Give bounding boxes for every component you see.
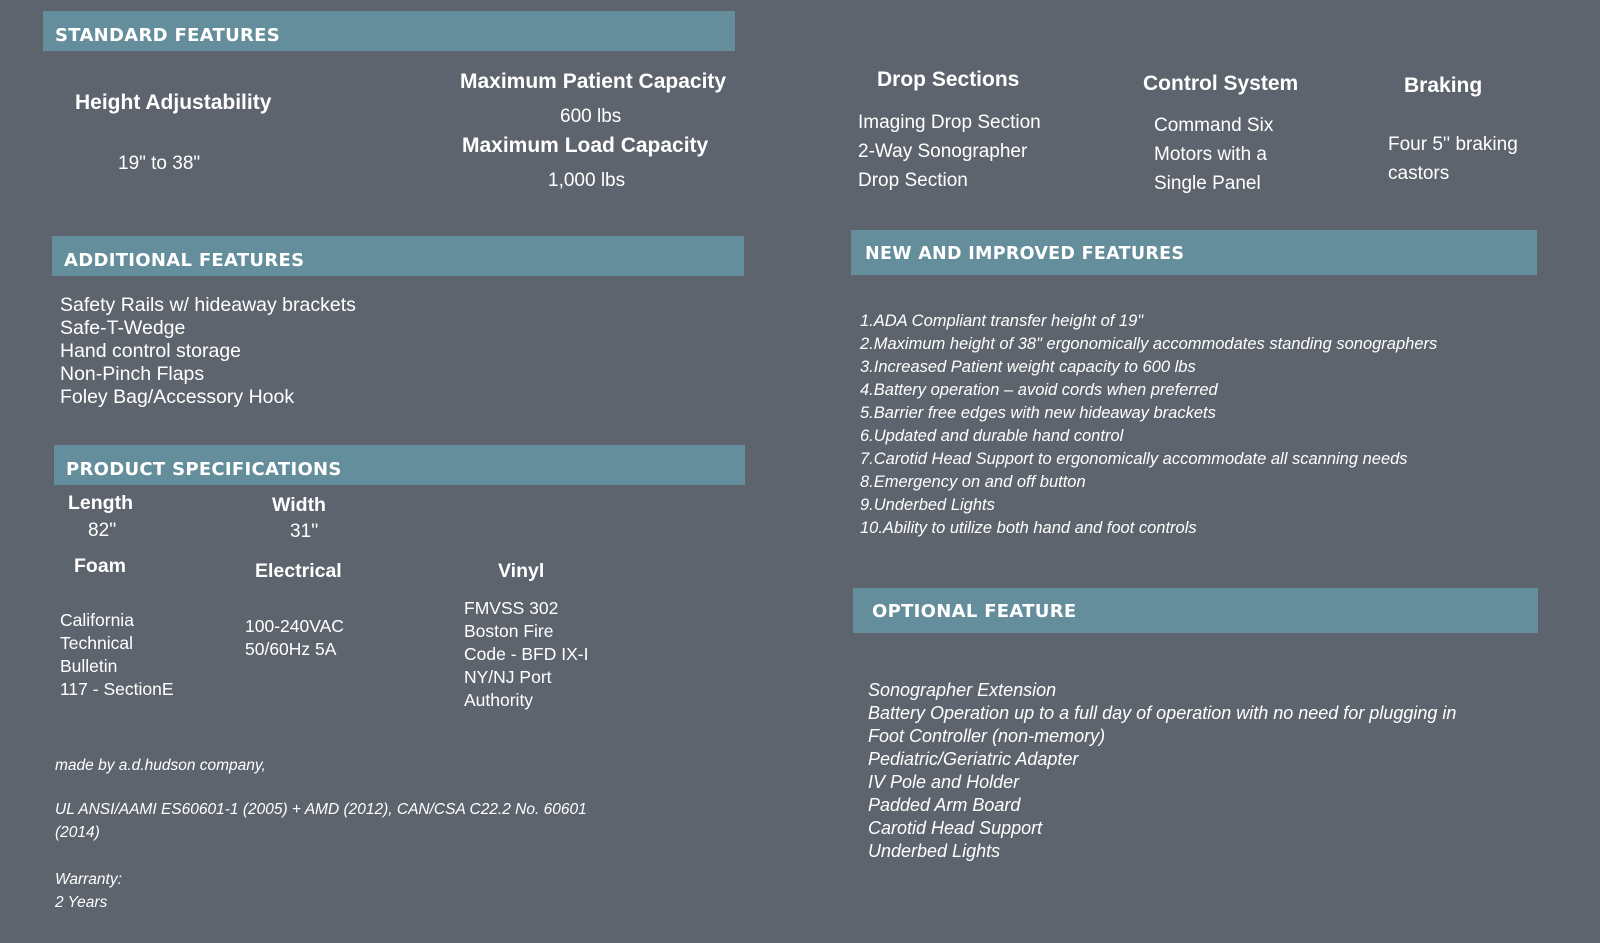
new-feature-item: 2.Maximum height of 38" ergonomically accommodates standing sonographers [860, 335, 1438, 353]
optional-feature-item: Underbed Lights [868, 841, 1001, 861]
height-adjustability-value: 19" to 38" [118, 153, 201, 174]
new-improved-features-title: NEW AND IMPROVED FEATURES [865, 244, 1185, 264]
max-patient-capacity-label: Maximum Patient Capacity [460, 70, 727, 93]
optional-feature-item: IV Pole and Holder [868, 772, 1020, 792]
optional-feature-banner [853, 588, 1538, 633]
additional-features-list [60, 294, 356, 409]
optional-feature-title: OPTIONAL FEATURE [872, 601, 1077, 622]
control-system-list [1154, 111, 1273, 198]
warranty-label: Warranty: [55, 871, 122, 888]
optional-feature-item: Foot Controller (non-memory) [868, 726, 1106, 746]
vinyl-label: Vinyl [498, 560, 545, 582]
braking-line: Four 5'' braking [1388, 134, 1518, 155]
height-adjustability-label: Height Adjustability [75, 91, 272, 114]
foam-line: 117 - SectionE [60, 679, 174, 699]
braking-label: Braking [1404, 74, 1483, 97]
control-system-label: Control System [1143, 72, 1299, 95]
optional-feature-item: Battery Operation up to a full day of operation with no need for plugging in [868, 703, 1457, 723]
length-label: Length [68, 492, 133, 514]
certification-line: (2014) [55, 824, 100, 841]
electrical-line: 50/60Hz 5A [245, 639, 337, 659]
new-feature-item: 5.Barrier free edges with new hideaway brackets [860, 404, 1216, 422]
new-feature-item: 9.Underbed Lights [860, 496, 995, 514]
foam-line: Technical [60, 633, 133, 653]
standard-features-title: STANDARD FEATURES [55, 25, 281, 46]
new-feature-item: 3.Increased Patient weight capacity to 600 lbs [860, 358, 1196, 376]
certification-line: UL ANSI/AAMI ES60601-1 (2005) + AMD (2012), CAN/CSA C22.2 No. 60601 [55, 801, 587, 818]
drop-sections-line: 2-Way Sonographer [858, 141, 1028, 162]
standard-features-banner [43, 11, 735, 51]
electrical-label: Electrical [255, 560, 342, 582]
new-feature-item: 7.Carotid Head Support to ergonomically accommodate all scanning needs [860, 450, 1408, 468]
vinyl-line: FMVSS 302 [464, 598, 559, 618]
width-label: Width [272, 494, 326, 516]
additional-feature-item: Safety Rails w/ hideaway brackets [60, 294, 356, 316]
max-load-capacity-value: 1,000 lbs [548, 170, 626, 191]
drop-sections-line: Imaging Drop Section [858, 112, 1041, 133]
optional-feature-item: Pediatric/Geriatric Adapter [868, 749, 1079, 769]
product-specifications-banner [54, 445, 745, 485]
foam-label: Foam [74, 555, 127, 577]
new-feature-item: 6.Updated and durable hand control [860, 427, 1124, 445]
foam-list [60, 609, 174, 701]
drop-sections-line: Drop Section [858, 170, 968, 191]
new-feature-item: 1.ADA Compliant transfer height of 19" [860, 312, 1144, 330]
additional-feature-item: Safe-T-Wedge [60, 317, 186, 339]
braking-line: castors [1388, 163, 1450, 184]
warranty-value: 2 Years [55, 894, 108, 911]
additional-feature-item: Hand control storage [60, 340, 242, 362]
optional-feature-item: Padded Arm Board [868, 795, 1021, 815]
maker-text: made by a.d.hudson company, [55, 757, 266, 774]
control-system-line: Single Panel [1154, 173, 1261, 194]
new-improved-features-list [860, 310, 1437, 540]
foam-line: California [60, 610, 134, 630]
new-feature-item: 4.Battery operation – avoid cords when preferred [860, 381, 1218, 399]
drop-sections-label: Drop Sections [877, 68, 1020, 91]
additional-features-title: ADDITIONAL FEATURES [64, 250, 305, 271]
electrical-list [245, 615, 344, 661]
optional-feature-item: Sonographer Extension [868, 680, 1057, 700]
optional-feature-item: Carotid Head Support [868, 818, 1043, 838]
new-feature-item: 10.Ability to utilize both hand and foot controls [860, 519, 1197, 537]
foam-line: Bulletin [60, 656, 118, 676]
product-specifications-title: PRODUCT SPECIFICATIONS [66, 459, 342, 480]
vinyl-line: Authority [464, 690, 534, 710]
additional-feature-item: Non-Pinch Flaps [60, 363, 205, 385]
additional-feature-item: Foley Bag/Accessory Hook [60, 386, 295, 408]
braking-list [1388, 130, 1518, 188]
optional-feature-list [868, 679, 1456, 863]
vinyl-line: Code - BFD IX-I [464, 644, 589, 664]
width-value: 31'' [290, 521, 319, 542]
control-system-line: Motors with a [1154, 144, 1267, 165]
new-improved-features-banner [851, 230, 1537, 275]
electrical-line: 100-240VAC [245, 616, 344, 636]
control-system-line: Command Six [1154, 115, 1274, 136]
vinyl-list [464, 597, 588, 712]
vinyl-line: NY/NJ Port [464, 667, 552, 687]
vinyl-line: Boston Fire [464, 621, 554, 641]
drop-sections-list [858, 108, 1041, 195]
max-load-capacity-label: Maximum Load Capacity [462, 134, 709, 157]
additional-features-banner [52, 236, 744, 276]
new-feature-item: 8.Emergency on and off button [860, 473, 1086, 491]
max-patient-capacity-value: 600 lbs [560, 106, 622, 127]
length-value: 82'' [88, 520, 117, 541]
